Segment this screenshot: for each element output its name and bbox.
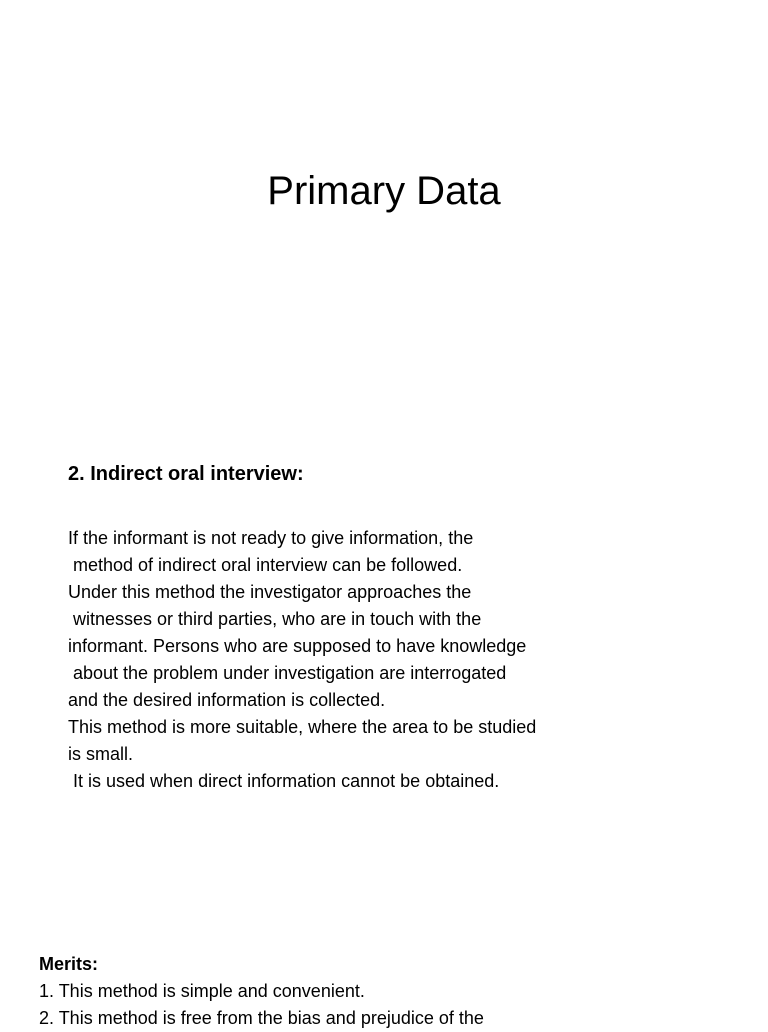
body-line: method of indirect oral interview can be followed. — [68, 555, 463, 575]
merits-heading: Merits: — [39, 954, 99, 974]
section-body — [68, 525, 688, 795]
body-line: Under this method the investigator approaches the — [68, 582, 472, 602]
merit-item: 2. This method is free from the bias and prejudice of the — [39, 1008, 484, 1028]
body-line: and the desired information is collected. — [68, 690, 386, 710]
section-heading: 2. Indirect oral interview: — [68, 463, 304, 485]
page-title: Primary Data — [267, 169, 501, 213]
body-line: about the problem under investigation are interrogated — [68, 663, 507, 683]
body-line: is small. — [68, 744, 134, 764]
merits-section — [39, 951, 759, 1032]
body-line: witnesses or third parties, who are in touch with the — [68, 609, 482, 629]
body-line: This method is more suitable, where the area to be studied — [68, 717, 537, 737]
merit-item: 1. This method is simple and convenient. — [39, 981, 365, 1001]
body-line: informant. Persons who are supposed to have knowledge — [68, 636, 527, 656]
body-line: It is used when direct information cannot be obtained. — [68, 771, 500, 791]
body-line: If the informant is not ready to give information, the — [68, 528, 474, 548]
